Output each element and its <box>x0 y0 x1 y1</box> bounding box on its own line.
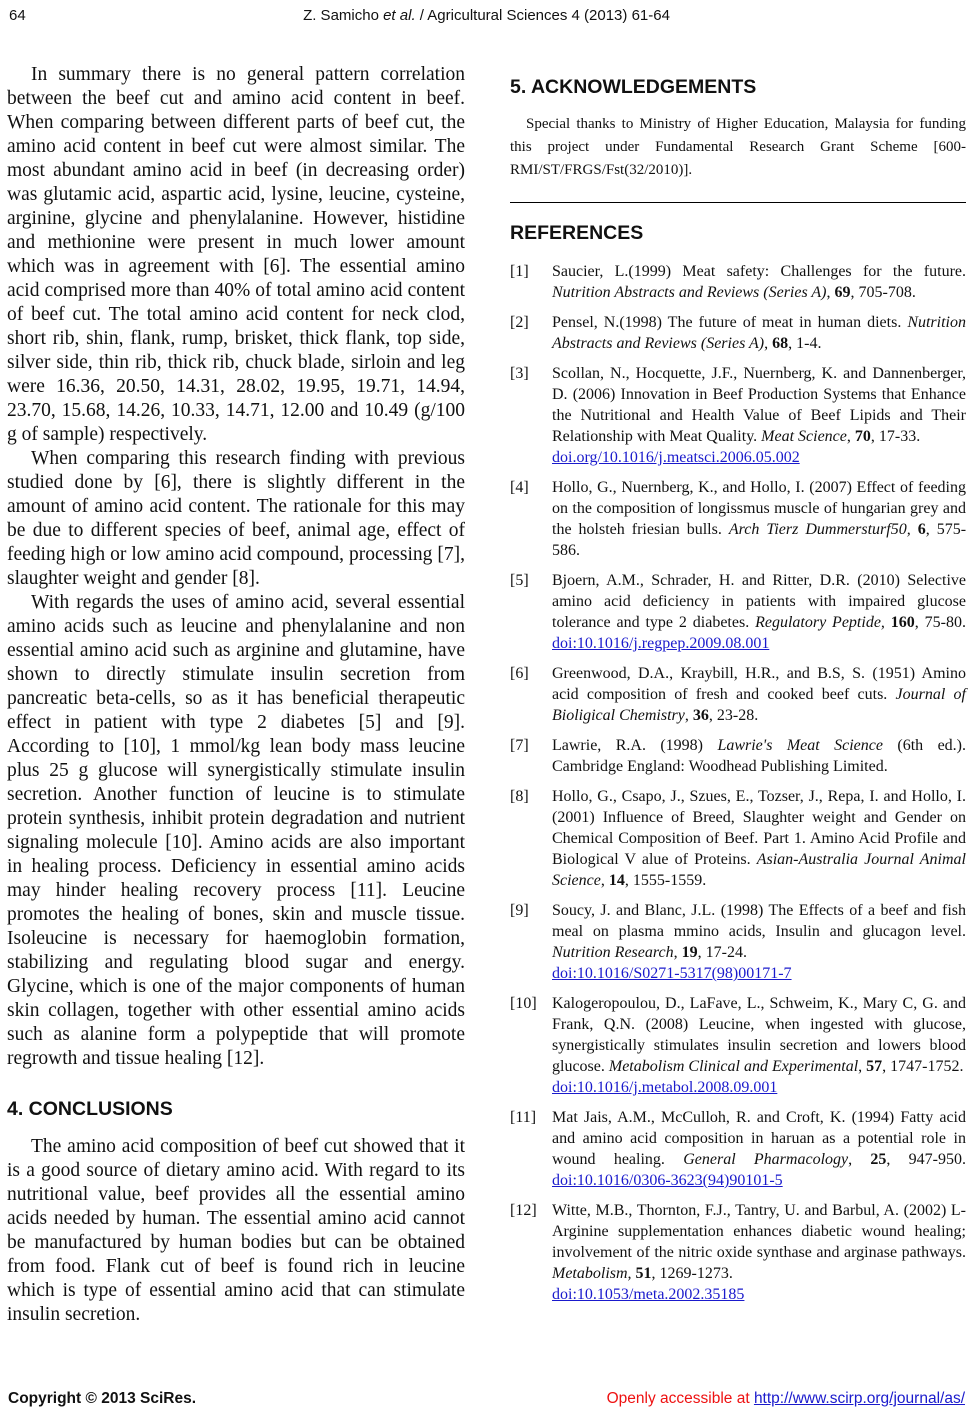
reference-text: Witte, M.B., Thornton, F.J., Tantry, U. and Barbul, A. (2002) L- Arginine supplementation enhances diabetic wound healing; involvement of the nitric oxide synthase and arginase pathways. Metabolism, 51, 1269-1273. doi:10.1053/meta.2002.35185 <box>552 1202 966 1303</box>
section-divider <box>510 202 966 203</box>
page-header <box>0 0 973 34</box>
reference-text: Hollo, G., Nuernberg, K., and Hollo, I. (2007) Effect of feeding on the composition of longissmus muscle of hungarian grey and the holsteh friesian bulls. Arch Tierz Dummersturf50, 6, 575-586. <box>552 479 967 559</box>
reference-number: [9] <box>510 902 529 919</box>
reference-item <box>510 663 966 726</box>
copyright-text: Copyright © 2013 SciRes. <box>8 1390 197 1407</box>
hyperlink[interactable]: doi:10.1016/j.metabol.2008.09.001 <box>552 1079 778 1096</box>
reference-number: [10] <box>510 995 537 1012</box>
conclusions-paragraph: The amino acid composition of beef cut showed that it is a good source of dietary amino acid. With regard to its nutritional value, beef provides all the essential amino acids needed by human. The essential amino acid cannot be manufactured by human bodies but can be obtained from food. Flank cut of beef is found rich in leucine which is type of essential amino acid that can stimulate insulin secretion. <box>7 1136 465 1325</box>
reference-text: Greenwood, D.A., Kraybill, H.R., and B.S, S. (1951) Amino acid composition of fresh and cooked beef cuts. Journal of Bioligical Chemistry, 36, 23-28. <box>552 665 966 724</box>
right-column <box>510 63 966 1327</box>
reference-number: [6] <box>510 665 529 682</box>
reference-number: [2] <box>510 314 529 331</box>
reference-item <box>510 786 966 891</box>
hyperlink[interactable]: doi.org/10.1016/j.meatsci.2006.05.002 <box>552 449 800 466</box>
reference-item <box>510 312 966 354</box>
references-heading: REFERENCES <box>510 222 644 244</box>
reference-number: [12] <box>510 1202 537 1219</box>
conclusions-heading: 4. CONCLUSIONS <box>7 1098 173 1120</box>
reference-item <box>510 735 966 777</box>
reference-item <box>510 477 966 561</box>
hyperlink[interactable]: doi:10.1016/j.regpep.2009.08.001 <box>552 635 770 652</box>
reference-text: Scollan, N., Hocquette, J.F., Nuernberg, K. and Dannenberger, D. (2006) Innovation in Beef Production Systems that Enhance the Nutritional and Health Value of Beef Lipids and Their Relationship with Meat Quality. Meat Science, 70, 17-33. doi.org/10.1016/j.meatsci.2006.05.002 <box>552 365 966 466</box>
reference-item <box>510 261 966 303</box>
reference-text: Mat Jais, A.M., McCulloh, R. and Croft, K. (1994) Fatty acid and amino acid composition in haruan as a potential role in wound healing. General Pharmacology, 25, 947-950. doi:10.1016/0306-3623(94)90101-5 <box>552 1109 967 1189</box>
page-number: 64 <box>9 7 26 24</box>
reference-number: [1] <box>510 263 529 280</box>
paragraph-amino-acid-uses: With regards the uses of amino acid, several essential amino acids such as leucine and phenylalanine and non essential amino acid such as arginine and glutamine, have shown to directly stimulate insulin secretion from pancreatic beta-cells, so as it has beneficial therapeutic effect in patient with type 2 diabetes [5] and [9]. According to [10], 1 mmol/kg lean body mass leucine plus 25 g glucose will synergistically stimulate insulin secretion. Another function of leucine is to stimulate protein synthesis, inhibit protein degradation and nutrient signaling molecule [10]. Amino acids are also important in healing process. Deficiency in essential amino acids may hinder healing recovery process [11]. Leucine promotes the healing of bones, skin and muscle tissue. Isoleucine is necessary for haemoglobin formation, stabilizing and regulating blood sugar and energy. Glycine, which is one of the major components of human skin collagen, together with other essential amino acids such as alanine form a polypeptide that will promote regrowth and tissue healing [12]. <box>7 592 465 1069</box>
running-title: Z. Samicho et al. / Agricultural Sciences 4 (2013) 61-64 <box>303 7 670 24</box>
hyperlink[interactable]: http://www.scirp.org/journal/as/ <box>753 1390 965 1407</box>
reference-number: [3] <box>510 365 529 382</box>
hyperlink[interactable]: doi:10.1016/0306-3623(94)90101-5 <box>552 1172 783 1189</box>
access-note: Openly accessible at http://www.scirp.org/journal/as/ <box>606 1390 965 1407</box>
reference-item <box>510 363 966 468</box>
paragraph-summary: In summary there is no general pattern correlation between the beef cut and amino acid content in beef. When comparing between different parts of beef cut, the amino acid content in beef cut were almost similar. The most abundant amino acid in beef (in decreasing order) was glutamic acid, aspartic acid, lysine, leucine, cysteine, arginine, glycine and phenylalanine. However, histidine and methionine were present in much lower amount which was in agreement with [6]. The essential amino acid comprised more than 40% of total amino acid content of beef cut. The total amino acid content for neck clod, short rib, shin, flank, rump, brisket, thick flank, top side, silver side, thin rib, thick rib, chuck blade, sirloin and leg were 16.36, 20.50, 14.31, 28.02, 19.95, 19.71, 14.94, 23.70, 15.68, 14.26, 10.33, 14.71, 12.00 and 10.49 (g/100 g of sample) respectively. <box>7 64 465 445</box>
reference-text: Pensel, N.(1998) The future of meat in human diets. Nutrition Abstracts and Reviews (Series A), 68, 1-4. <box>552 314 966 352</box>
page-footer <box>0 1390 973 1408</box>
reference-text: Soucy, J. and Blanc, J.L. (1998) The Effects of a beef and fish meal on plasma mmino acids, Insulin and glucagon level. Nutrition Research, 19, 17-24. doi:10.1016/S0271-5317(98)00171-7 <box>552 902 966 982</box>
acknowledgements-heading: 5. ACKNOWLEDGEMENTS <box>510 76 757 98</box>
reference-number: [7] <box>510 737 529 754</box>
reference-item <box>510 993 966 1098</box>
reference-number: [5] <box>510 572 529 589</box>
reference-number: [8] <box>510 788 529 805</box>
hyperlink[interactable]: doi:10.1053/meta.2002.35185 <box>552 1286 745 1303</box>
acknowledgements-paragraph: Special thanks to Ministry of Higher Education, Malaysia for funding this project under Fundamental Research Grant Scheme [600-RMI/ST/FRGS/Fst(32/2010)]. <box>510 116 966 178</box>
reference-item <box>510 1107 966 1191</box>
reference-text: Bjoern, A.M., Schrader, H. and Ritter, D.R. (2010) Selective amino acid deficiency in patients with impaired glucose tolerance and type 2 diabetes. Regulatory Peptide, 160, 75-80. doi:10.1016/j.regpep.2009.08.001 <box>552 572 966 652</box>
reference-number: [4] <box>510 479 529 496</box>
reference-number: [11] <box>510 1109 537 1126</box>
reference-text: Kalogeropoulou, D., LaFave, L., Schweim, K., Mary C, G. and Frank, Q.N. (2008) Leucine, when ingested with glucose, synergistically stimulates insulin secretion and lowers blood glucose. Metabolism Clinical and Experimental, 57, 1747-1752. doi:10.1016/j.metabol.2008.09.001 <box>552 995 966 1096</box>
reference-text: Saucier, L.(1999) Meat safety: Challenges for the future. Nutrition Abstracts and Reviews (Series A), 69, 705-708. <box>552 263 966 301</box>
reference-item <box>510 900 966 984</box>
reference-item <box>510 570 966 654</box>
hyperlink[interactable]: doi:10.1016/S0271-5317(98)00171-7 <box>552 965 792 982</box>
reference-item <box>510 1200 966 1305</box>
left-column <box>7 63 465 1327</box>
reference-text: Lawrie, R.A. (1998) Lawrie's Meat Science (6th ed.). Cambridge England: Woodhead Publishing Limited. <box>552 737 967 775</box>
paragraph-comparison: When comparing this research finding with previous studied done by [6], there is slightly different in the amount of amino acid content. The rationale for this may be due to different species of beef, animal age, effect of feeding high or low amino acid compound, processing [7], slaughter weight and gender [8]. <box>7 448 465 589</box>
reference-list <box>510 261 966 1305</box>
two-column-body <box>0 63 973 1327</box>
reference-text: Hollo, G., Csapo, J., Szues, E., Tozser, J., Repa, I. and Hollo, I. (2001) Influence of Breed, Slaughter weight and Gender on Chemical Composition of Beef. Part 1. Amino Acid Profile and Biological V alue of Proteins. Asian-Australia Journal Animal Science, 14, 1555-1559. <box>552 788 966 889</box>
